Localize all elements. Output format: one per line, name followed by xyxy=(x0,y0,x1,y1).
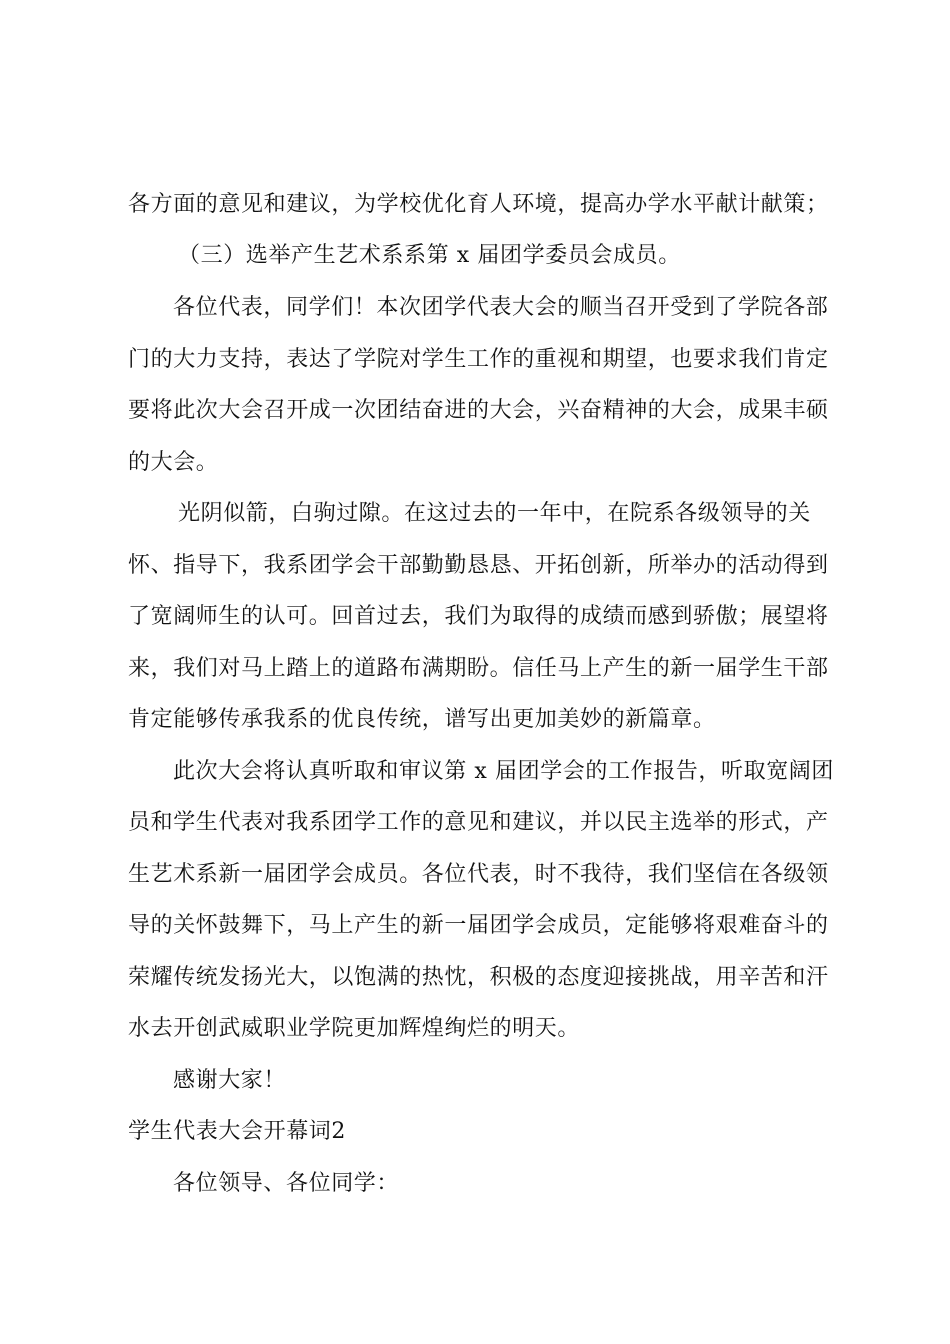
paragraph-line: 要将此次大会召开成一次团结奋进的大会，兴奋精神的大会，成果丰硕 xyxy=(128,398,829,423)
paragraph-line: 导的关怀鼓舞下，马上产生的新一届团学会成员，定能够将艰难奋斗的 xyxy=(128,913,829,938)
paragraph-line: 来，我们对马上踏上的道路布满期盼。信任马上产生的新一届学生干部 xyxy=(128,656,829,681)
paragraph-line: 肯定能够传承我系的优良传统，谱写出更加美妙的新篇章。 xyxy=(128,707,716,732)
section-heading: 学生代表大会开幕词2 xyxy=(128,1119,346,1144)
closing-line: 感谢大家！ xyxy=(173,1068,287,1093)
paragraph-line: 了宽阔师生的认可。回首过去，我们为取得的成绩而感到骄傲；展望将 xyxy=(128,604,829,629)
paragraph-line: 门的大力支持，表达了学院对学生工作的重视和期望，也要求我们肯定 xyxy=(128,347,829,372)
paragraph-line: 怀、指导下，我系团学会干部勤勤恳恳、开拓创新，所举办的活动得到 xyxy=(128,553,829,578)
paragraph-line: 各方面的意见和建议，为学校优化育人环境，提高办学水平献计献策； xyxy=(128,192,829,217)
paragraph-line: 员和学生代表对我系团学工作的意见和建议，并以民主选举的形式，产 xyxy=(128,810,829,835)
paragraph-line: 生艺术系新一届团学会成员。各位代表，时不我待，我们坚信在各级领 xyxy=(128,862,829,887)
paragraph-line: 此次大会将认真听取和审议第 x 届团学会的工作报告，听取宽阔团 xyxy=(173,759,834,784)
paragraph-line: 光阴似箭，白驹过隙。在这过去的一年中，在院系各级领导的关 xyxy=(178,501,811,526)
paragraph-line: 的大会。 xyxy=(128,450,219,475)
paragraph-line: 荣耀传统发扬光大，以饱满的热忱，积极的态度迎接挑战，用辛苦和汗 xyxy=(128,965,829,990)
list-item-three: （三）选举产生艺术系系第 x 届团学委员会成员。 xyxy=(178,243,681,268)
paragraph-line: 各位代表，同学们！本次团学代表大会的顺当召开受到了学院各部 xyxy=(173,295,829,320)
salutation-line: 各位领导、各位同学： xyxy=(173,1171,400,1196)
paragraph-line: 水去开创武威职业学院更加辉煌绚烂的明天。 xyxy=(128,1016,581,1041)
